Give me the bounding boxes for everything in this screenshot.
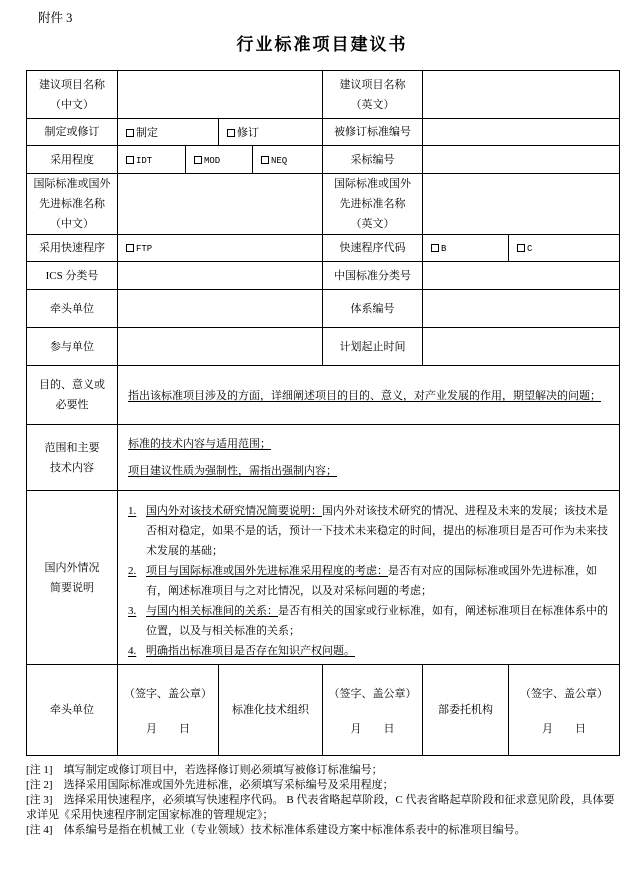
footnotes [26, 763, 618, 838]
row-purpose [27, 366, 620, 425]
purpose-hint-text: 指出该标准项目涉及的方面，详细阐述项目的目的、意义，对产业发展的作用，期望解决的问题； [128, 390, 601, 402]
intl-standard-en-label [323, 174, 423, 235]
neq-checkbox-label: NEQ [271, 155, 288, 166]
fast-procedure-code-label: 快速程序代码 [323, 235, 423, 262]
c-checkbox[interactable] [517, 244, 525, 252]
row-adoption-degree [27, 146, 620, 174]
overview-label [27, 491, 118, 665]
row-proposed-name [27, 71, 620, 119]
scope-hint-line2: 项目建议性质为强制性，需指出强制内容； [128, 465, 337, 477]
label-line: 国际标准或国外 [33, 178, 111, 190]
list-item-text [146, 641, 611, 661]
signature-block [118, 666, 218, 755]
proposed-name-en-label [323, 71, 423, 119]
row-scope [27, 425, 620, 491]
label-line: （英文） [350, 98, 395, 111]
list-item-lead: 明确指出标准项目是否存在知识产权问题。 [146, 645, 355, 657]
label-line: 技术内容 [50, 461, 94, 474]
checkbox-cell-ftp[interactable] [118, 235, 323, 262]
month-day-blank: 月 日 [146, 722, 190, 735]
fast-procedure-label: 采用快速程序 [27, 235, 118, 262]
checkbox-cell-b[interactable] [423, 235, 509, 262]
scope-content-cell[interactable] [118, 425, 620, 491]
label-line: 国际标准或国外 [334, 178, 411, 190]
label-line: 先进标准名称 [39, 198, 105, 210]
china-class-no-input[interactable] [423, 262, 620, 290]
list-item-number: 1. [128, 505, 137, 517]
idt-checkbox[interactable] [126, 156, 134, 164]
scope-hint-line1: 标准的技术内容与适用范围； [128, 438, 271, 450]
list-item-lead: 项目与国际标准或国外先进标准采用程度的考虑： [146, 565, 388, 577]
participating-unit-input[interactable] [118, 328, 323, 366]
mod-checkbox[interactable] [194, 156, 202, 164]
label-line: 建议项目名称 [39, 78, 105, 91]
develop-or-revise-label: 制定或修订 [27, 119, 118, 146]
ftp-checkbox-label: FTP [136, 244, 153, 254]
planned-period-label: 计划起止时间 [323, 328, 423, 366]
signature-block [509, 666, 619, 755]
row-lead-unit [27, 290, 620, 328]
neq-checkbox[interactable] [261, 156, 269, 164]
develop-checkbox-label: 制定 [136, 127, 158, 139]
list-item-lead: 国内外对该技术研究情况简要说明： [146, 505, 322, 517]
lead-unit-label: 牵头单位 [27, 290, 118, 328]
purpose-label [27, 366, 118, 425]
label-line: 必要性 [55, 399, 89, 411]
adoption-standard-no-label: 采标编号 [323, 146, 423, 174]
label-line: 建议项目名称 [339, 78, 406, 91]
scope-label [27, 425, 118, 491]
signature-block [323, 666, 422, 755]
row-classification [27, 262, 620, 290]
list-item-text [146, 561, 611, 601]
label-line: 目的、意义或 [39, 379, 105, 391]
footnote-1: [注 1] 填写制定或修订项目中，若选择修订则必须填写被修订标准编号； [26, 764, 383, 776]
lead-unit-input[interactable] [118, 290, 323, 328]
checkbox-cell-idt[interactable] [118, 146, 186, 174]
row-fast-procedure [27, 235, 620, 262]
adoption-standard-no-input[interactable] [423, 146, 620, 174]
b-checkbox[interactable] [431, 244, 439, 252]
row-signatures [27, 665, 620, 756]
revise-checkbox-label: 修订 [237, 127, 259, 139]
footnote-3: [注 3] 选择采用快速程序，必须填写快速程序代码。 B 代表省略起草阶段，C 代表省略起草阶段和征求意见阶段，具体要求详见《采用快速程序制定国家标准的管理规定》； [26, 794, 615, 821]
signature-cell-lead-unit[interactable] [118, 665, 219, 756]
attachment-label: 附件 3 [38, 11, 73, 25]
system-no-label: 体系编号 [323, 290, 423, 328]
overview-content-cell[interactable] [118, 491, 620, 665]
idt-checkbox-label: IDT [136, 155, 153, 166]
footnote-4: [注 4] 体系编号是指在机械工业（专业领域）技术标准体系建设方案中标准体系表中的标准项目编号。 [26, 824, 526, 836]
revise-checkbox[interactable] [227, 129, 235, 137]
label-line: 简要说明 [50, 581, 94, 594]
list-item-number: 4. [128, 645, 137, 657]
checkbox-cell-mod[interactable] [186, 146, 253, 174]
row-intl-standard-name [27, 174, 620, 235]
list-item-rest: 国内外对该技术研究的情况、进程及未来的发展；该技术是否相对稳定，如果不是的话，预计一下技术未来稳定的时间，提出的标准项目是否可作为未来技术发展的基础； [146, 505, 608, 557]
sign-seal-hint: （签字、盖公章） [328, 687, 417, 700]
list-item-text [146, 501, 611, 561]
list-item-number: 3. [128, 605, 137, 617]
signature-cell-standardization-org[interactable] [323, 665, 423, 756]
checkbox-cell-c[interactable] [509, 235, 620, 262]
list-item-lead: 与国内相关标准间的关系： [146, 605, 278, 617]
china-class-no-label: 中国标准分类号 [323, 262, 423, 290]
intl-standard-cn-label [27, 174, 118, 235]
label-line: （英文） [350, 218, 395, 230]
row-participating-unit [27, 328, 620, 366]
list-item-number: 2. [128, 565, 137, 577]
month-day-blank: 月 日 [350, 722, 395, 735]
proposed-name-cn-label [27, 71, 118, 119]
sign-seal-hint: （签字、盖公章） [520, 687, 608, 700]
b-checkbox-label: B [441, 244, 447, 254]
row-overview [27, 491, 620, 665]
overview-list-item [128, 501, 611, 561]
overview-list-item [128, 561, 611, 601]
ministry-agency-label: 部委托机构 [423, 665, 509, 756]
ics-no-label: ICS 分类号 [27, 262, 118, 290]
checkbox-cell-develop[interactable] [118, 119, 219, 146]
list-item-rest: 是否有相关的国家或行业标准，如有，阐述标准项目在标准体系中的位置，以及与相关标准的关系； [146, 605, 608, 637]
list-item-text [146, 601, 611, 641]
mod-checkbox-label: MOD [204, 155, 221, 166]
label-line: 范围和主要 [44, 441, 100, 454]
participating-unit-label: 参与单位 [27, 328, 118, 366]
overview-list-item [128, 601, 611, 641]
system-no-input[interactable] [423, 290, 620, 328]
proposal-form-table [26, 70, 620, 756]
month-day-blank: 月 日 [542, 722, 586, 735]
label-line: 国内外情况 [44, 561, 100, 574]
planned-period-input[interactable] [423, 328, 620, 366]
intl-standard-en-input[interactable] [423, 174, 620, 235]
proposed-name-cn-input[interactable] [118, 71, 323, 119]
ics-no-input[interactable] [118, 262, 323, 290]
develop-checkbox[interactable] [126, 129, 134, 137]
footnote-2: [注 2] 选择采用国际标准或国外先进标准，必须填写采标编号及采用程度； [26, 779, 394, 791]
checkbox-cell-neq[interactable] [253, 146, 323, 174]
sign-seal-hint: （签字、盖公章） [124, 687, 212, 700]
signature-lead-unit-label: 牵头单位 [27, 665, 118, 756]
standardization-org-label: 标准化技术组织 [219, 665, 323, 756]
c-checkbox-label: C [527, 244, 533, 254]
label-line: （中文） [50, 218, 94, 230]
checkbox-cell-revise[interactable] [219, 119, 323, 146]
row-develop-or-revise [27, 119, 620, 146]
list-item-rest: 是否有对应的国际标准或国外先进标准，如有，阐述标准项目与之对比情况，以及对采标问题的考虑； [146, 565, 597, 597]
overview-list-item [128, 641, 611, 661]
page-title: 行业标准项目建议书 [236, 35, 408, 54]
revised-standard-no-label: 被修订标准编号 [323, 119, 423, 146]
adoption-degree-label: 采用程度 [27, 146, 118, 174]
label-line: 先进标准名称 [339, 198, 406, 210]
ftp-checkbox[interactable] [126, 244, 134, 252]
purpose-content-cell[interactable] [118, 366, 620, 425]
revised-standard-no-input[interactable] [423, 119, 620, 146]
intl-standard-cn-input[interactable] [118, 174, 323, 235]
label-line: （中文） [50, 98, 94, 111]
signature-cell-ministry-agency[interactable] [509, 665, 620, 756]
proposed-name-en-input[interactable] [423, 71, 620, 119]
